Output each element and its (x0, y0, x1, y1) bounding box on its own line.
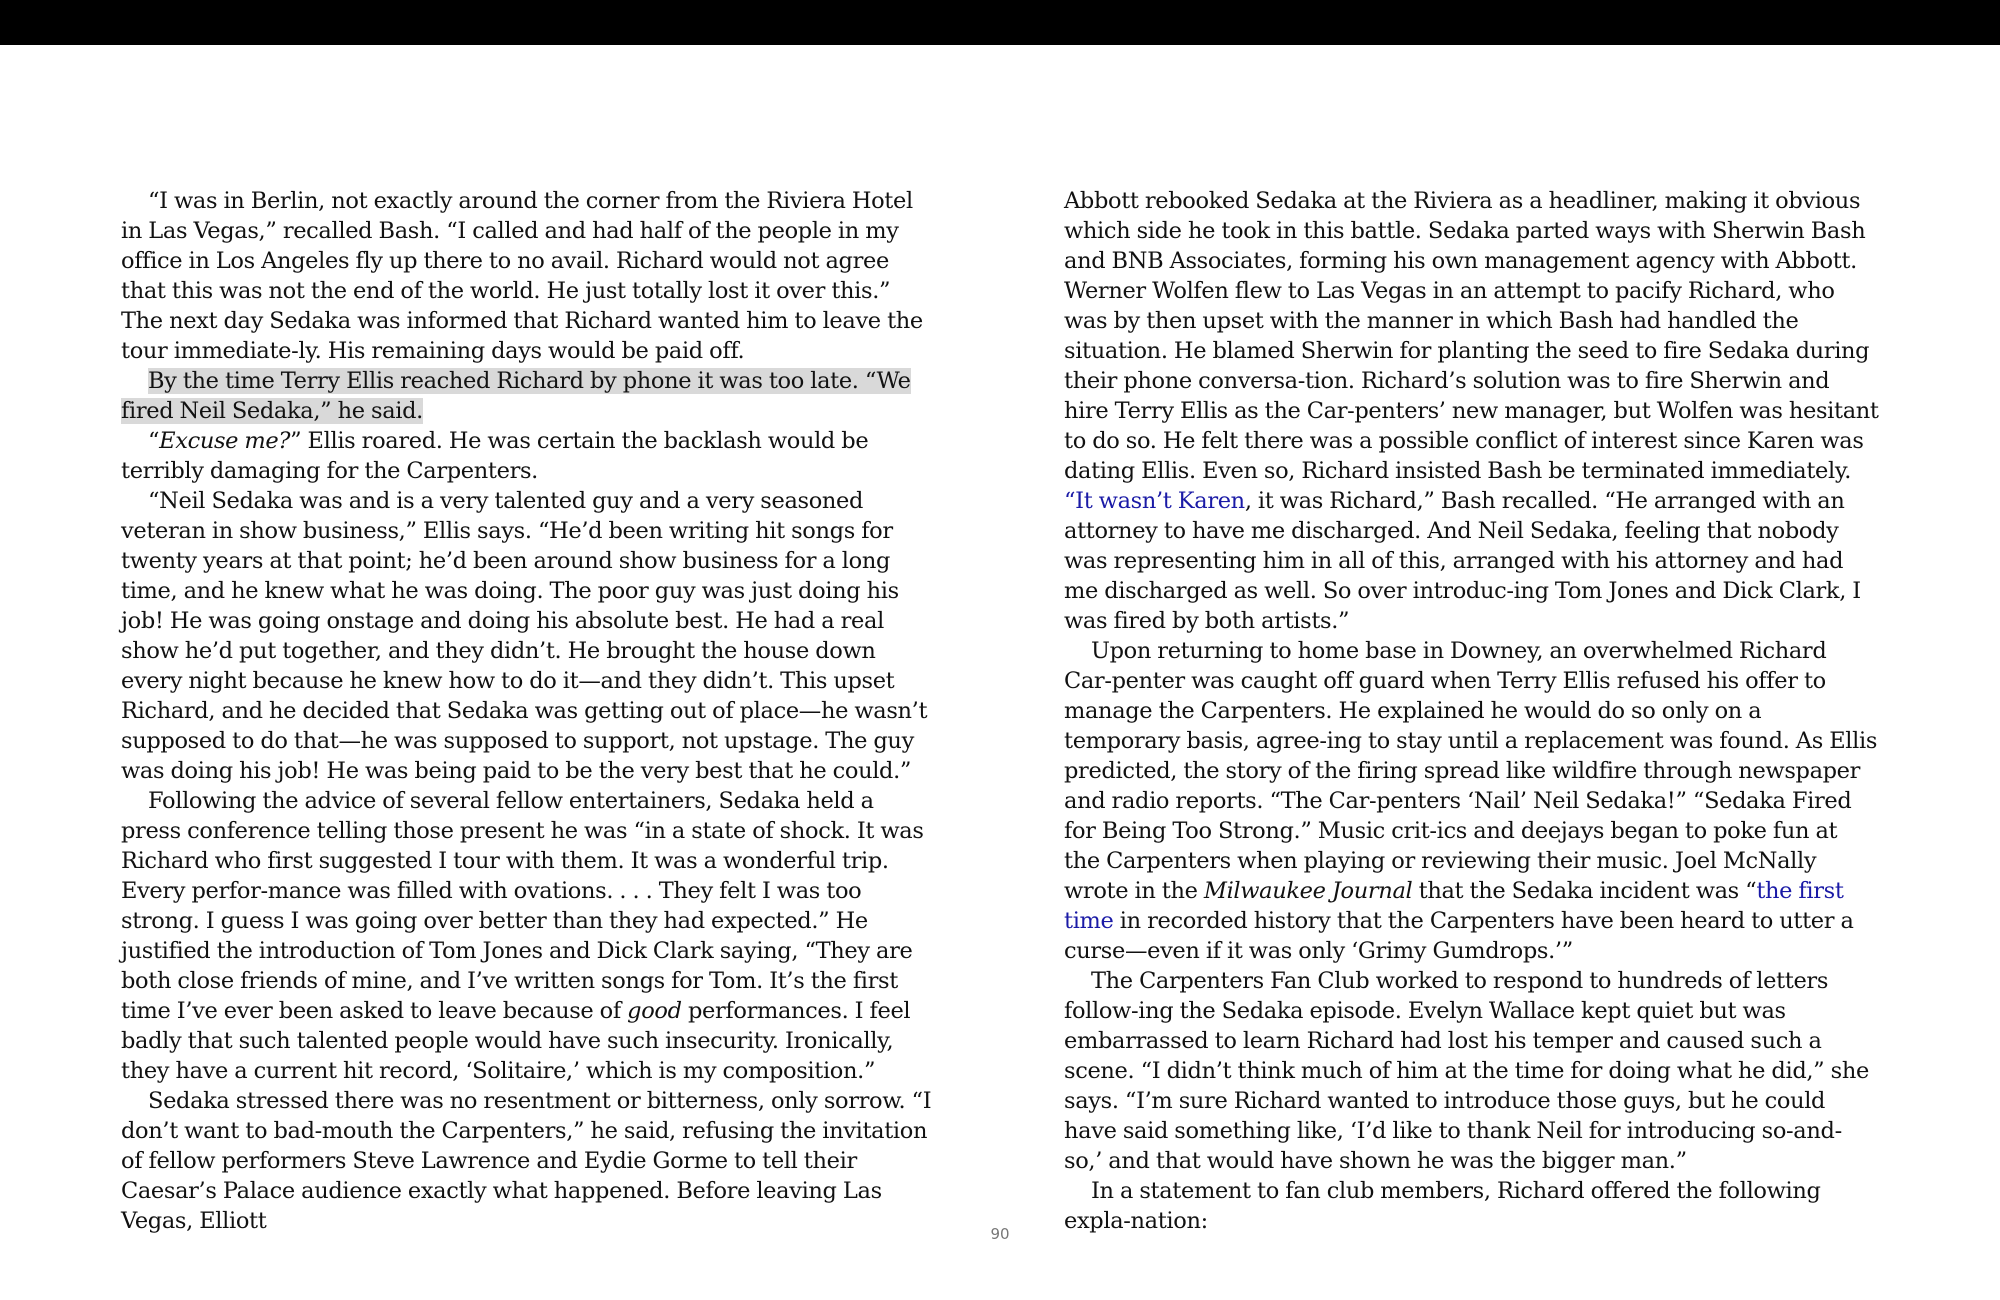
right-page-column (1064, 186, 1879, 1236)
paragraph (1064, 636, 1879, 966)
left-page-column (121, 186, 936, 1236)
text-run: ” Ellis roared. He was certain the backlash would be terribly damaging for the Carpenters. (121, 428, 869, 484)
text-run: , it was Richard,” Bash recalled. “He arranged with an attorney to have me discharged. And Neil Sedaka, feeling that nobody was representing him in all of this, arranged with his attorney and had me discharged as well. So over introduc-ing Tom Jones and Dick Clark, I was fired by both artists.” (1064, 488, 1861, 634)
paragraph: “Neil Sedaka was and is a very talented guy and a very seasoned veteran in show business,” Ellis says. “He’d been writing hit songs for twenty years at that point; he’d been around show business for a long time, and he knew what he was doing. The poor guy was just doing his job! He was going onstage and doing his absolute best. He had a real show he’d put together, and they didn’t. He brought the house down every night because he knew how to do it—and they didn’t. This upset Richard, and he decided that Sedaka was getting out of place—he wasn’t supposed to do that—he was supposed to support, not upstage. The guy was doing his job! He was being paid to be the very best that he could.” (121, 488, 928, 784)
hyperlink[interactable]: the first time (1064, 878, 1844, 934)
hyperlink[interactable]: “It wasn’t Karen (1064, 488, 1245, 514)
paragraph (121, 786, 936, 1086)
reader-top-bar (0, 0, 2000, 45)
italic-text: Excuse me? (159, 428, 291, 454)
paragraph: The Carpenters Fan Club worked to respond to hundreds of letters follow-ing the Sedaka episode. Evelyn Wallace kept quiet but was embarrassed to learn Richard had lost his temper and caused such a scene. “I didn’t think much of him at the time for doing what he did,” she says. “I’m sure Richard wanted to introduce those guys, but he could have said something like, ‘I’d like to thank Neil for introducing so-and-so,’ and that would have shown he was the bigger man.” (1064, 968, 1869, 1174)
italic-text: good (627, 998, 682, 1024)
text-run: in recorded history that the Carpenters have been heard to utter a curse—even if it was only ‘Grimy Gumdrops.’” (1064, 908, 1854, 964)
page-number: 90 (990, 1225, 1010, 1243)
text-run: performances. I feel badly that such talented people would have such insecurity. Ironically, they have a current hit record, ‘Solitaire,’ which is my composition.” (121, 998, 911, 1084)
paragraph: In a statement to fan club members, Richard offered the following expla-nation: (1064, 1178, 1821, 1234)
text-run: Following the advice of several fellow entertainers, Sedaka held a press conference telling those present he was “in a state of shock. It was Richard who first suggested I tour with them. It was a wonderful trip. Every perfor-mance was filled with ovations. . . . They felt I was too strong. I guess I was going over better than they had expected.” He justified the introduction of Tom Jones and Dick Clark saying, “They are both close friends of mine, and I’ve written songs for Tom. It’s the first time I’ve ever been asked to leave because of (121, 788, 924, 1024)
paragraph: Sedaka stressed there was no resentment or bitterness, only sorrow. “I don’t want to bad-mouth the Carpenters,” he said, refusing the invitation of fellow performers Steve Lawrence and Eydie Gorme to tell their Caesar’s Palace audience exactly what happened. Before leaving Las Vegas, Elliott (121, 1088, 932, 1234)
book-spread (0, 45, 2000, 1300)
italic-text: Milwaukee Journal (1203, 878, 1413, 904)
text-run: “ (148, 428, 160, 454)
text-highlight[interactable]: By the time Terry Ellis reached Richard by phone it was too late. “We fired Neil Sedaka,” he said. (121, 368, 911, 424)
paragraph (121, 426, 936, 486)
text-run: Abbott rebooked Sedaka at the Riviera as a headliner, making it obvious which side he took in this battle. Sedaka parted ways with Sherwin Bash and BNB Associates, forming his own management agency with Abbott. Werner Wolfen flew to Las Vegas in an attempt to pacify Richard, who was by then upset with the manner in which Bash had handled the situation. He blamed Sherwin for planting the seed to fire Sedaka during their phone conversa-tion. Richard’s solution was to fire Sherwin and hire Terry Ellis as the Car-penters’ new manager, but Wolfen was hesitant to do so. He felt there was a possible conflict of interest since Karen was dating Ellis. Even so, Richard insisted Bash be terminated immediately. (1064, 188, 1879, 484)
paragraph (1064, 186, 1879, 636)
text-run: that the Sedaka incident was “ (1412, 878, 1757, 904)
paragraph: “I was in Berlin, not exactly around the corner from the Riviera Hotel in Las Vegas,” recalled Bash. “I called and had half of the people in my office in Los Angeles fly up there to no avail. Richard would not agree that this was not the end of the world. He just totally lost it over this.” The next day Sedaka was informed that Richard wanted him to leave the tour immediate-ly. His remaining days would be paid off. (121, 188, 923, 364)
text-run: Upon returning to home base in Downey, an overwhelmed Richard Car-penter was caught off guard when Terry Ellis refused his offer to manage the Carpenters. He explained he would do so only on a temporary basis, agree-ing to stay until a replacement was found. As Ellis predicted, the story of the firing spread like wildfire through newspaper and radio reports. “The Car-penters ‘Nail’ Neil Sedaka!” “Sedaka Fired for Being Too Strong.” Music crit-ics and deejays began to poke fun at the Carpenters when playing or reviewing their music. Joel McNally wrote in the (1064, 638, 1878, 904)
paragraph-highlighted (121, 366, 936, 426)
